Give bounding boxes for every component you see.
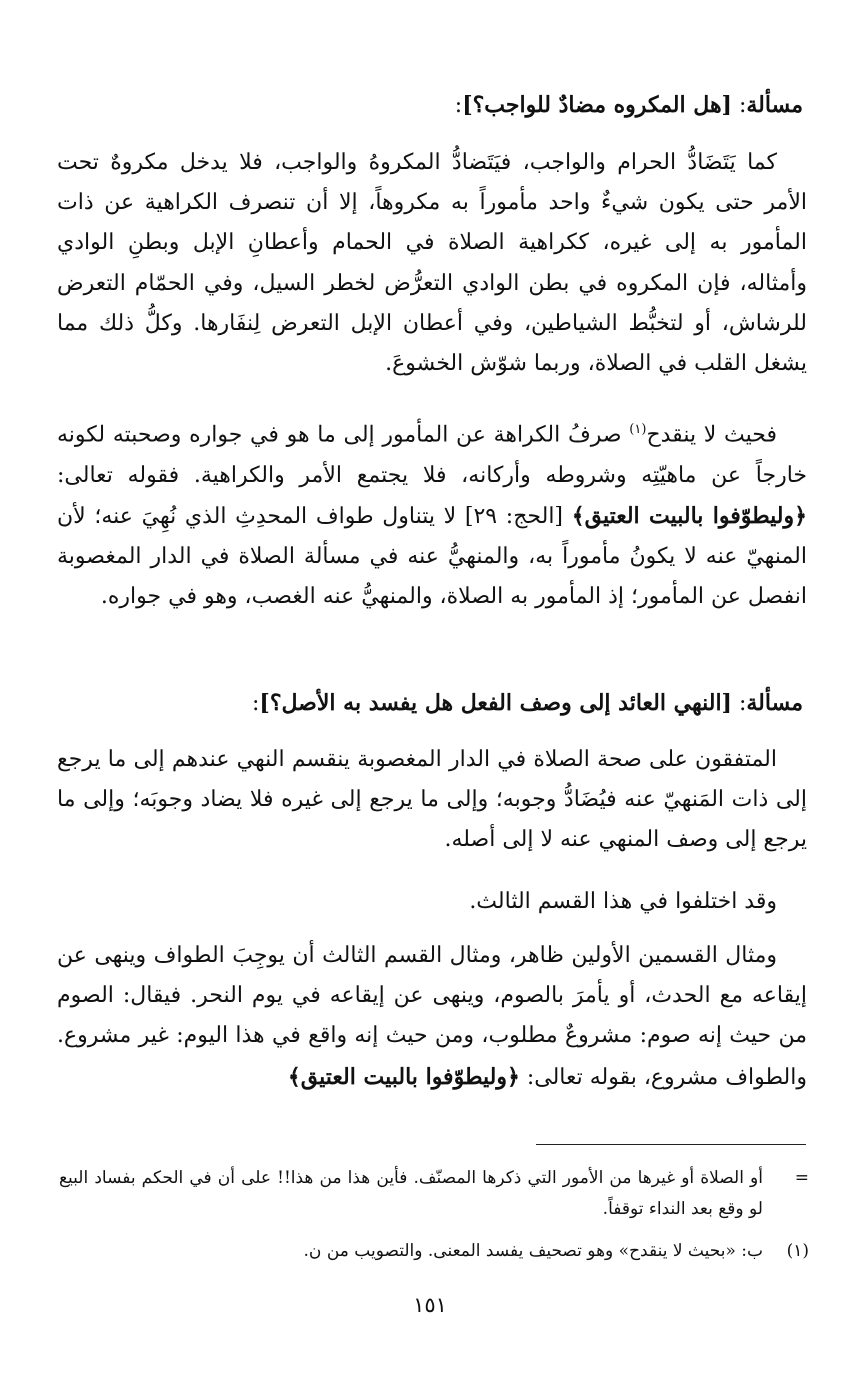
footnote-1 <box>59 1236 809 1267</box>
paragraph-contrary-disliked: كما يَتَضَادُّ الحرام والواجب، فيَتَضادُّ المكروهُ والواجب، فلا يدخل مكروهٌ تحت الأمر حتى يكون شيءٌ واحد مأموراً به مكروهاً، إلا أن تنصرف الكراهية عن ذات المأمور به إلى غيره، ككراهية الصلاة في الحمام وأعطانِ الإبل وبطنِ الوادي وأمثاله، فإن المكروه في بطن الوادي التعرُّض لخطر السيل، وفي الحمّام التعرض للرشاش، أو لتخبُّط الشياطين، وفي أعطان الإبل التعرض لِنفَارها. وكلُّ ذلك مما يشغل القلب في الصلاة، وربما شوّش الخشوعَ. <box>57 150 807 377</box>
footnote-text: أو الصلاة أو غيرها من الأمور التي ذكرها المصنّف. فأين هذا من هذا!! على أن في الحكم بفساد البيع لو وقع بعد النداء توقفاً. <box>59 1168 763 1219</box>
quran-verse: ﴿وليطوّفوا بالبيت العتيق﴾ <box>571 502 807 529</box>
footnote-marker: = <box>794 1168 809 1188</box>
footnote-continued <box>59 1163 809 1225</box>
heading-separator: : <box>731 691 747 716</box>
heading-suffix: : <box>251 691 260 716</box>
paragraph-disagreement: وقد اختلفوا في هذا القسم الثالث. <box>469 889 777 914</box>
footnote-reference: (١) <box>629 422 647 437</box>
heading-label: مسألة <box>746 690 803 716</box>
paragraph-adjacent-dislike <box>57 410 807 617</box>
para5-text: ومثال القسمين الأولين ظاهر، ومثال القسم الثالث أن يوجِبَ الطواف وينهى عن إيقاعه مع الحدث، أو يأمرَ بالصوم، وينهى عن إيقاعه في يوم النحر. فيقال: الصوم من حيث إنه صوم: مشروعٌ مطلوب، ومن حيث إنه واقع في هذا اليوم: غير مشروع. والطواف مشروع، بقوله تعالى: <box>57 943 807 1090</box>
para2-opening: فحيث لا ينقدح <box>646 422 777 448</box>
heading-title: [هل المكروه مضادٌ للواجب؟] <box>462 92 732 118</box>
para2-closing: [الحج: ٢٩] لا يتناول طواف المحدِثِ الذي نُهِيَ عنه؛ لأن المنهيّ عنه لا يكونُ مأموراً به، والمنهيُّ عنه في مسألة الصلاة في الدار المغصوبة انفصل عن المأمور؛ إذ المأمور به الصلاة، والمنهيُّ عنه الغصب، وهو في جواره. <box>57 503 807 610</box>
quran-verse: ﴿وليطوّفوا بالبيت العتيق﴾ <box>287 1063 520 1090</box>
heading-separator: : <box>731 93 747 118</box>
footnote-divider <box>536 1144 806 1145</box>
paragraph-prohibition-types: المتفقون على صحة الصلاة في الدار المغصوبة ينقسم النهي عندهم إلى ما يرجع إلى ذات المَنهيّ عنه فيُضَادُّ وجوبه؛ وإلى ما يرجع إلى غيره فلا يضاد وجوبَه؛ وإلى ما يرجع إلى وصف المنهي عنه لا إلى أصله. <box>57 747 807 853</box>
section-heading-prohibition <box>63 683 803 724</box>
section-heading-contrary <box>63 85 803 126</box>
heading-label: مسألة <box>746 92 803 118</box>
heading-suffix: : <box>454 93 463 118</box>
heading-title: [النهي العائد إلى وصف الفعل هل يفسد به الأصل؟] <box>259 690 732 716</box>
footnote-marker: (١) <box>786 1241 809 1261</box>
footnote-text: ب: «بحيث لا ينقدح» وهو تصحيف يفسد المعنى. والتصويب من ن. <box>303 1241 763 1261</box>
para2-middle: صرفُ الكراهة عن المأمور إلى ما هو في جواره وصحبته لكونه خارجاً عن ماهيّتِه وشروطه وأركانه، فلا يجتمع الأمر والكراهية. فقوله تعالى: <box>57 422 807 488</box>
paragraph-examples <box>57 936 807 1098</box>
page-number: ١٥١ <box>413 1293 447 1317</box>
